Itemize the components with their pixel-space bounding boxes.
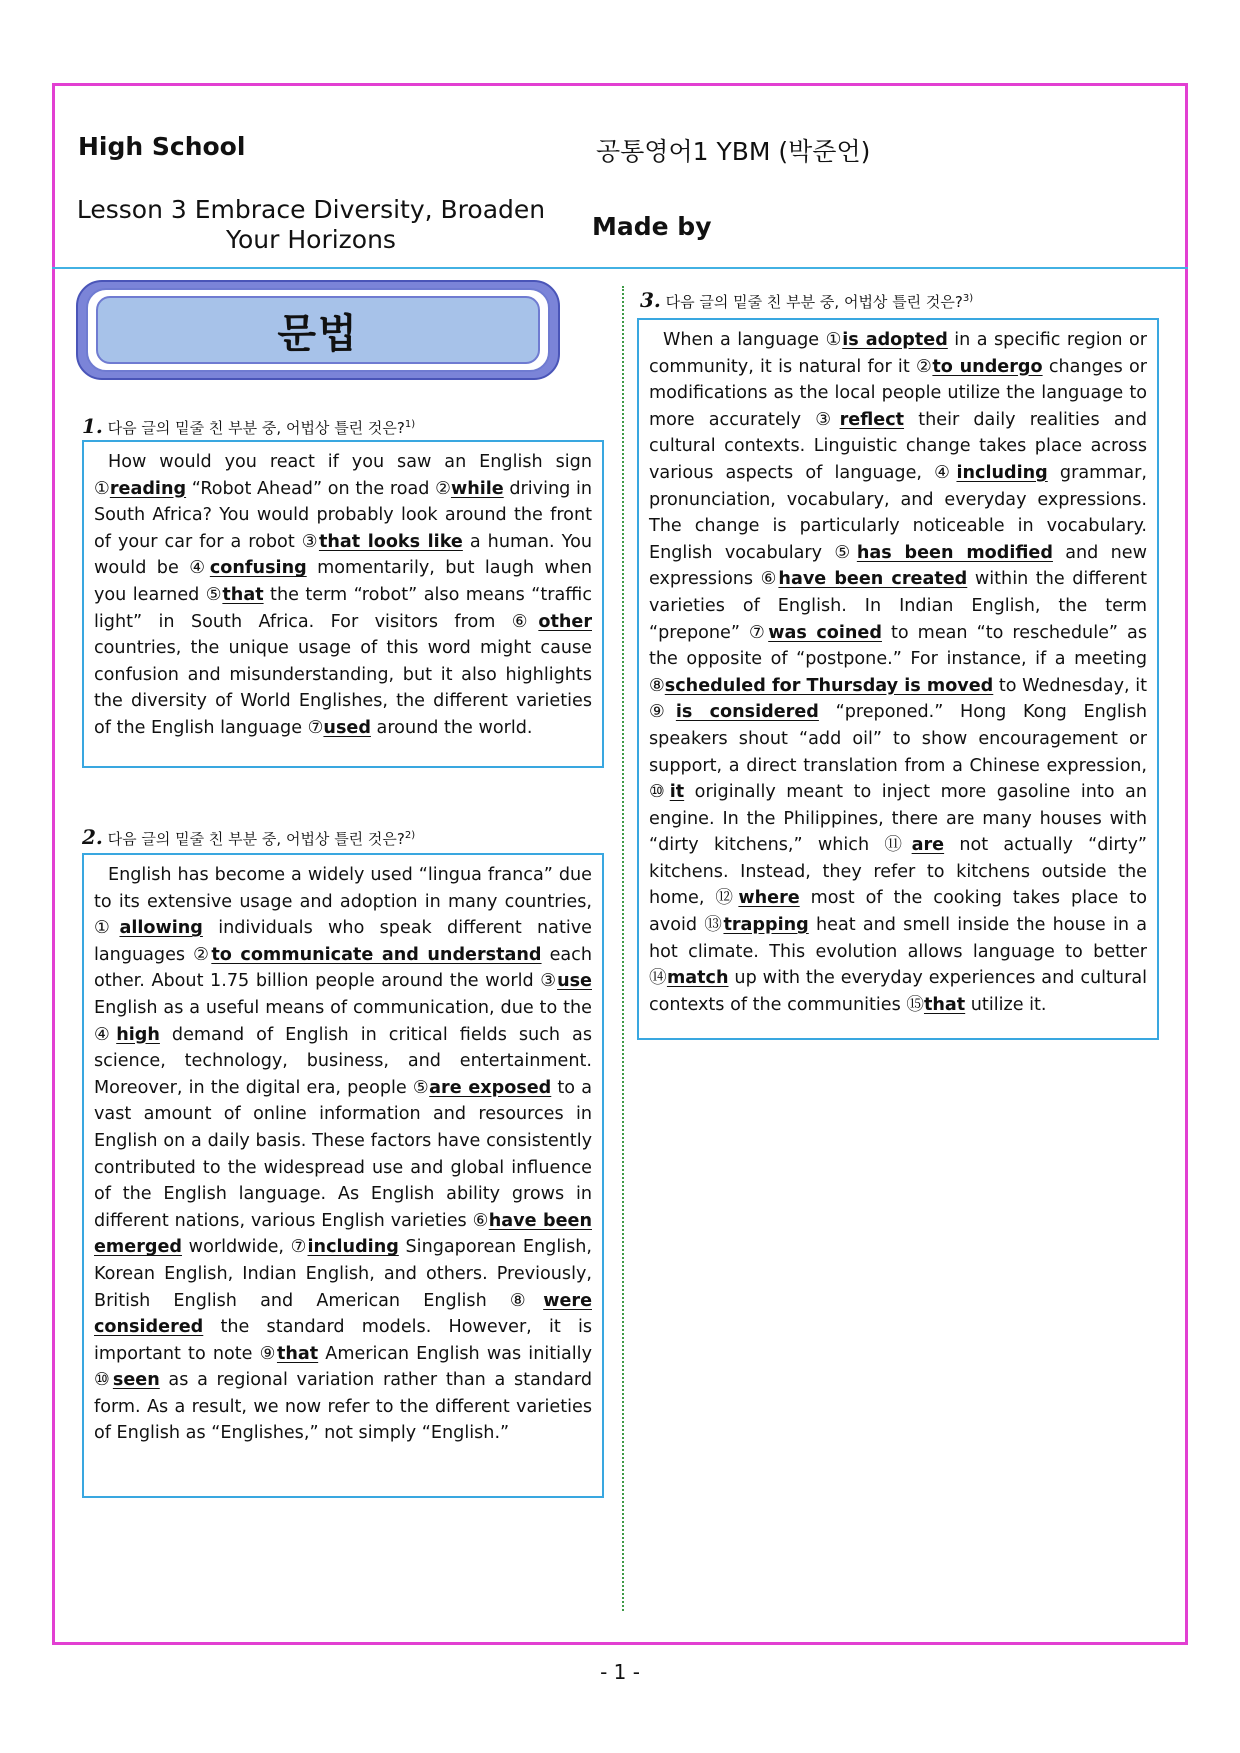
underlined-choice: is considered bbox=[675, 702, 819, 723]
passage-text: and new expressions ⑥ bbox=[649, 542, 1147, 590]
underlined-choice: reflect bbox=[839, 409, 905, 430]
underlined-choice: while bbox=[450, 478, 504, 499]
column-divider bbox=[622, 286, 624, 1611]
passage-text: within the different varieties of English. In Indian English, the term “prepone” ⑦ bbox=[649, 569, 1147, 643]
underlined-choice: use bbox=[557, 971, 592, 992]
underlined-choice: to communicate and understand bbox=[211, 944, 542, 965]
underlined-choice: reading bbox=[109, 478, 187, 499]
passage-text: momentarily, but laugh when you learned ⑤ bbox=[94, 558, 593, 605]
question-1-passage bbox=[82, 440, 604, 768]
section-banner bbox=[76, 280, 560, 380]
passage-text: grammar, pronunciation, vocabulary, and everyday expressions. The change is particularly noticeable in vocabulary. English vocabulary ⑤ bbox=[649, 462, 1147, 563]
question-2-passage bbox=[82, 853, 604, 1498]
underlined-choice: have been emerged bbox=[94, 1210, 592, 1258]
underlined-choice: that bbox=[222, 584, 264, 605]
passage-text: not actually “dirty” kitchens. Instead, they refer to kitchens outside the home, ⑫ bbox=[649, 835, 1147, 909]
underlined-choice: match bbox=[666, 968, 729, 989]
passage-text: When a language ① bbox=[663, 330, 843, 350]
made-by-label: Made by bbox=[592, 212, 712, 241]
passage-text: originally meant to inject more gasoline into an engine. In the Philippines, there are many houses with “dirty kitchens,” which ⑪ bbox=[649, 782, 1147, 856]
school-level: High School bbox=[78, 132, 246, 161]
passage-text: English as a useful means of communication, due to the ④ bbox=[94, 997, 592, 1045]
question-2-title bbox=[82, 825, 415, 849]
underlined-choice: used bbox=[323, 717, 371, 738]
header-divider bbox=[52, 267, 1188, 269]
underlined-choice: trapping bbox=[723, 915, 809, 936]
underlined-choice: that looks like bbox=[318, 531, 463, 552]
passage-text: their daily realities and cultural contexts. Linguistic change takes place across various aspects of language, ④ bbox=[649, 409, 1147, 483]
underlined-choice: are bbox=[911, 835, 945, 856]
passage-text: each other. About 1.75 billion people around the world ③ bbox=[94, 944, 593, 992]
underlined-choice: are exposed bbox=[429, 1077, 552, 1098]
question-prompt: 다음 글의 밑줄 친 부분 중, 어법상 틀린 것은? bbox=[107, 419, 405, 437]
passage-text: “Robot Ahead” on the road ② bbox=[186, 478, 451, 499]
subject-title: 공통영어1 YBM (박준언) bbox=[596, 137, 871, 166]
passage-text: around the world. bbox=[370, 717, 533, 738]
question-number: 2. bbox=[82, 825, 103, 849]
passage-text: to Wednesday, it ⑨ bbox=[649, 675, 1147, 723]
underlined-choice: that bbox=[923, 994, 966, 1015]
underlined-choice: high bbox=[116, 1024, 160, 1045]
passage-text: as a regional variation rather than a standard form. As a result, we now refer to the different varieties of English as “Englishes,” not simply “English.” bbox=[94, 1370, 592, 1444]
question-number: 3. bbox=[640, 288, 661, 312]
lesson-title: Lesson 3 Embrace Diversity, Broaden Your Horizons bbox=[76, 195, 546, 254]
underlined-choice: where bbox=[738, 888, 800, 909]
passage-text: Singaporean English, Korean English, Indian English, and others. Previously, British English and American English ⑧ bbox=[94, 1237, 592, 1311]
banner-title: 문법 bbox=[277, 310, 359, 357]
passage-text: the term “robot” also means “traffic light” in South Africa. For visitors from ⑥ bbox=[94, 584, 592, 632]
passage-text: worldwide, ⑦ bbox=[182, 1237, 308, 1258]
passage-text: up with the everyday experiences and cultural contexts of the communities ⑮ bbox=[649, 968, 1147, 1015]
underlined-choice: including bbox=[307, 1237, 399, 1258]
underlined-choice: including bbox=[956, 462, 1048, 483]
passage-text: heat and smell inside the house in a hot climate. This evolution allows language to better ⑭ bbox=[649, 915, 1147, 989]
underlined-choice: allowing bbox=[119, 918, 203, 939]
underlined-choice: was coined bbox=[768, 622, 882, 643]
passage-text: to mean “to reschedule” as the opposite of “postpone.” For instance, if a meeting ⑧ bbox=[649, 622, 1147, 696]
question-3-title bbox=[640, 288, 973, 312]
passage-text: driving in South Africa? You would probably look around the front of your car for a robot ③ bbox=[94, 478, 592, 552]
banner-inner bbox=[96, 296, 540, 364]
footnote-marker: 1) bbox=[404, 419, 416, 430]
passage-text: in a specific region or community, it is natural for it ② bbox=[649, 330, 1147, 377]
footnote-marker: 2) bbox=[404, 830, 416, 841]
underlined-choice: scheduled for Thursday is moved bbox=[664, 675, 994, 696]
banner-frame bbox=[86, 288, 550, 372]
question-prompt: 다음 글의 밑줄 친 부분 중, 어법상 틀린 것은? bbox=[665, 293, 963, 311]
question-3-passage bbox=[637, 318, 1159, 1040]
passage-text: to a vast amount of online information and resources in English on a daily basis. These factors have consistently contributed to the widespread use and global influence of the English language. As English ability grows in different nations, various English varieties ⑥ bbox=[94, 1077, 592, 1231]
underlined-choice: is adopted bbox=[842, 330, 948, 350]
passage-text: individuals who speak different native languages ② bbox=[94, 918, 592, 965]
passage-text: American English was initially ⑩ bbox=[94, 1343, 592, 1391]
underlined-choice: seen bbox=[112, 1370, 160, 1391]
passage-text: English has become a widely used “lingua franca” due to its extensive usage and adoption in many countries, ① bbox=[94, 865, 592, 939]
passage-text: a human. You would be ④ bbox=[94, 531, 592, 579]
underlined-choice: it bbox=[669, 782, 685, 803]
underlined-choice: have been created bbox=[778, 569, 968, 590]
passage-text: demand of English in critical fields such as science, technology, business, and entertainment. Moreover, in the digital era, people ⑤ bbox=[94, 1024, 593, 1098]
question-number: 1. bbox=[82, 414, 103, 438]
page-number: - 1 - bbox=[600, 1660, 640, 1684]
passage-text: changes or modifications as the local people utilize the language to more accurately ③ bbox=[649, 356, 1148, 430]
footnote-marker: 3) bbox=[962, 293, 974, 304]
underlined-choice: other bbox=[538, 611, 592, 632]
passage-text: the standard models. However, it is important to note ⑨ bbox=[94, 1317, 592, 1364]
passage-text: most of the cooking takes place to avoid ⑬ bbox=[649, 888, 1147, 936]
underlined-choice: to undergo bbox=[932, 356, 1043, 377]
question-prompt: 다음 글의 밑줄 친 부분 중, 어법상 틀린 것은? bbox=[107, 830, 405, 848]
underlined-choice: that bbox=[276, 1343, 319, 1364]
underlined-choice: confusing bbox=[209, 558, 307, 579]
underlined-choice: has been modified bbox=[856, 542, 1053, 563]
passage-text: “preponed.” Hong Kong English speakers shout “add oil” to show encouragement or support, a direct translation from a Chinese expression, ⑩ bbox=[649, 702, 1147, 803]
underlined-choice: were considered bbox=[94, 1290, 592, 1338]
passage-text: countries, the unique usage of this word might cause confusion and misunderstanding, but it also highlights the diversity of World Englishes, the different varieties of the English language ⑦ bbox=[94, 638, 592, 738]
passage-text: How would you react if you saw an English sign ① bbox=[94, 452, 592, 499]
passage-text: utilize it. bbox=[965, 994, 1047, 1015]
question-1-title bbox=[82, 414, 415, 438]
